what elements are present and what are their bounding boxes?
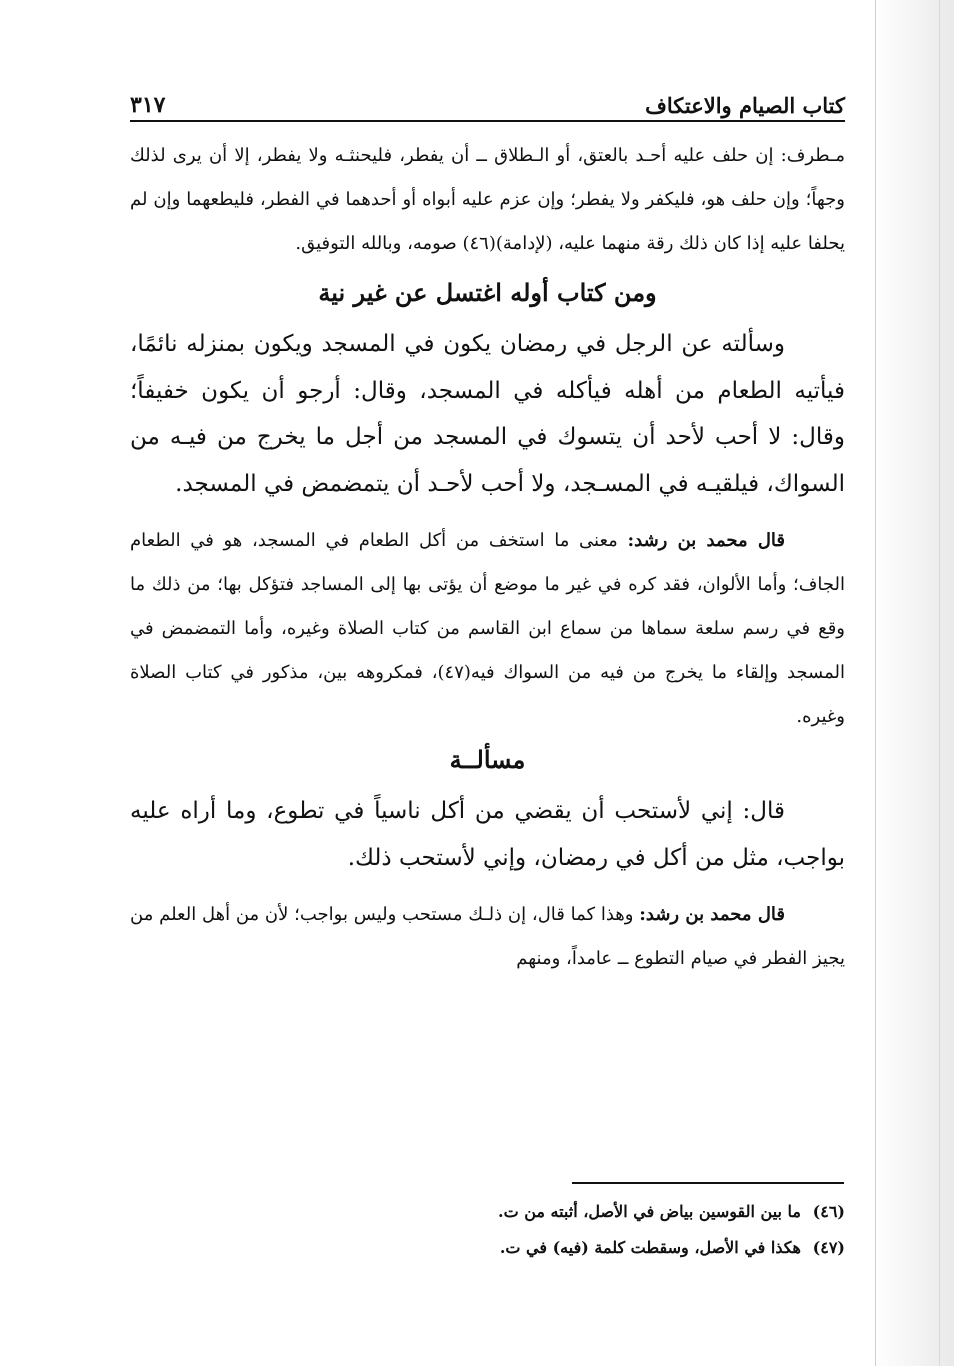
- footnote-text: ما بين القوسين بياض في الأصل، أثبته من ت.: [498, 1202, 801, 1221]
- question-paragraph: [130, 321, 845, 507]
- masala-heading: مسألــة: [449, 745, 526, 774]
- question-paragraph-2: [130, 788, 845, 881]
- commentary-paragraph-2: [130, 893, 845, 981]
- page-edge-line: [875, 0, 876, 1366]
- paragraph-mutarrif: مـطرف: إن حلف عليه أحـد بالعتق، أو الـطلاق ــ أن يفطر، فليحنثـه ولا يفطر، إلا أن يرى لذلك وجهاً؛ وإن حلف هو، فليكفر ولا يفطر؛ وإن عزم عليه أبواه أو أحدهما في الفطر، فليطعهما وإن لم يحلفا عليه إذا كان ذلك رقة منهما عليه، (لإدامة)(٤٦) صومه، وبالله التوفيق.: [130, 145, 845, 254]
- page-edge-shadow: [870, 0, 954, 1366]
- footnote-text: هكذا في الأصل، وسقطت كلمة (فيه) في ت.: [499, 1238, 801, 1257]
- commentary-label-2: قال محمد بن رشد:: [639, 904, 785, 925]
- page-number: ٣١٧: [130, 92, 166, 118]
- header-rule: [130, 120, 845, 122]
- footnote: [130, 1230, 845, 1266]
- footnote-rule: [572, 1182, 844, 1184]
- question-text-2: قال: إني لأستحب أن يقضي من أكل ناسياً في تطوع، وما أراه عليه بواجب، مثل من أكل في رمضان، وإني لأستحب ذلك.: [130, 798, 845, 871]
- question-text: وسألته عن الرجل في رمضان يكون في المسجد ويكون بمنزله نائمًا، فيأتيه الطعام من أهله فيأكله في المسجد، وقال: أرجو أن يكون خفيفاً؛ وقال: لا أحب لأحد أن يتسوك في المسجد من أجل ما يخرج من فيـه من السواك، فيلقيـه في المسـجد، ولا أحب لأحـد أن يتمضمض في المسجد.: [130, 331, 845, 497]
- footnote: [130, 1194, 845, 1230]
- commentary-paragraph: [130, 519, 845, 739]
- book-page: [130, 78, 845, 981]
- page-edge-line-outer: [939, 0, 940, 1366]
- commentary-label: قال محمد بن رشد:: [627, 530, 785, 551]
- section-heading: ومن كتاب أوله اغتسل عن غير نية: [318, 278, 657, 307]
- footnotes: [130, 1194, 845, 1266]
- commentary-text: معنى ما استخف من أكل الطعام في المسجد، هو في الطعام الجاف؛ وأما الألوان، فقد كره في غير ما موضع أن يؤتى بها إلى المساجد فتؤكل بها؛ من ذلك ما وقع في رسم سلعة سماها من سماع ابن القاسم من كتاب الصلاة وغيره، وأما التمضمض في المسجد وإلقاء ما يخرج من فيه من السواك فيه(٤٧)، فمكروهه بين، مذكور في كتاب الصلاة وغيره.: [130, 530, 845, 727]
- page-header: [130, 78, 845, 118]
- book-title: كتاب الصيام والاعتكاف: [645, 93, 845, 118]
- footnote-number: (٤٦): [812, 1202, 845, 1221]
- footnote-number: (٤٧): [812, 1238, 845, 1257]
- commentary-text-2: وهذا كما قال، إن ذلـك مستحب وليس بواجب؛ لأن من أهل العلم من يجيز الفطر في صيام التطوع ــ عامداً، ومنهم: [130, 904, 845, 969]
